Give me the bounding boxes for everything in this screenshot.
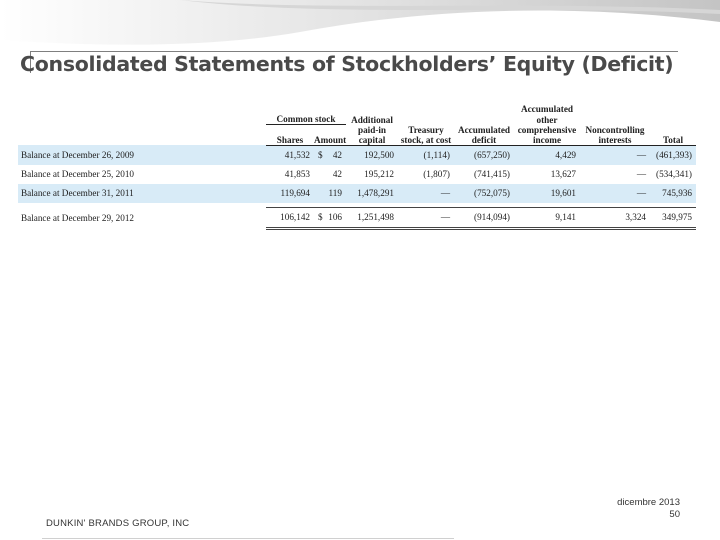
col-aoci-line3: comprehensive — [517, 124, 577, 135]
col-apic-line1: Additional — [351, 114, 393, 125]
footer-company: DUNKIN' BRANDS GROUP, INC — [46, 518, 190, 529]
col-shares: Shares — [266, 135, 314, 146]
cell-treasury: (1,114) — [398, 145, 454, 165]
header-row-3 — [18, 125, 696, 135]
cell-nci: — — [580, 145, 650, 165]
footer-date: dicembre 2013 — [617, 497, 680, 508]
cell-shares: 41,853 — [284, 169, 310, 179]
table-row — [18, 207, 696, 228]
cell-amount: 42 — [324, 145, 346, 165]
col-deficit-line2: deficit — [454, 135, 514, 146]
cell-nci: 3,324 — [580, 207, 650, 228]
cell-dollar — [314, 165, 324, 184]
col-aoci-line1: Accumulated — [520, 104, 574, 114]
cell-aoci: 13,627 — [550, 169, 576, 179]
cell-amount: 106 — [324, 207, 346, 228]
cell-dollar — [314, 184, 324, 203]
cell-deficit: (752,075) — [454, 184, 514, 203]
cell-treasury: — — [398, 184, 454, 203]
page-number: 50 — [669, 509, 680, 520]
cell-apic: 192,500 — [346, 145, 398, 165]
cell-apic: 1,478,291 — [346, 184, 398, 203]
cell-apic: 195,212 — [364, 169, 394, 179]
cell-total: 349,975 — [650, 207, 696, 228]
table-row — [18, 145, 696, 165]
header-row-4 — [18, 135, 696, 146]
cell-deficit: (657,250) — [454, 145, 514, 165]
cell-shares: 41,532 — [266, 145, 314, 165]
cell-treasury: — — [398, 207, 454, 228]
col-nci-line1: Noncontrolling — [585, 124, 645, 135]
cell-total: 745,936 — [650, 184, 696, 203]
cell-aoci: 9,141 — [514, 207, 580, 228]
common-stock-header: Common stock — [266, 114, 346, 125]
cell-total: (461,393) — [650, 145, 696, 165]
table-row — [18, 165, 696, 184]
cell-nci: — — [580, 184, 650, 203]
cell-nci: — — [636, 169, 646, 179]
row-label: Balance at December 25, 2010 — [21, 169, 135, 179]
cell-amount: 119 — [324, 184, 346, 203]
cell-apic: 1,251,498 — [346, 207, 398, 228]
col-treasury-line1: Treasury — [408, 124, 444, 135]
cell-deficit: (741,415) — [474, 169, 510, 179]
row-label: Balance at December 26, 2009 — [18, 145, 266, 165]
header-row-2 — [18, 114, 696, 125]
col-deficit-line1: Accumulated — [457, 124, 511, 135]
cell-deficit: (914,094) — [454, 207, 514, 228]
cell-amount: 42 — [332, 169, 342, 179]
cell-treasury: (1,807) — [423, 169, 450, 179]
row-label: Balance at December 31, 2011 — [18, 184, 266, 203]
col-nci-line2: interests — [580, 135, 650, 146]
col-apic-line3: capital — [346, 135, 398, 146]
slide-title: Consolidated Statements of Stockholders’ Equity (Deficit) — [20, 52, 674, 76]
col-aoci-line2: other — [536, 114, 558, 125]
cell-aoci: 19,601 — [514, 184, 580, 203]
cell-dollar: $ — [314, 145, 324, 165]
table-row — [18, 184, 696, 203]
col-treasury-line2: stock, at cost — [398, 135, 454, 146]
cell-shares: 119,694 — [266, 184, 314, 203]
col-apic-line2: paid-in — [357, 124, 387, 135]
row-label: Balance at December 29, 2012 — [18, 207, 266, 228]
col-amount: Amount — [314, 134, 347, 145]
col-aoci-line4: income — [514, 135, 580, 146]
cell-dollar: $ — [314, 207, 324, 228]
cell-shares: 106,142 — [266, 207, 314, 228]
equity-table-container — [18, 104, 696, 262]
col-total: Total — [650, 135, 696, 146]
header-row-1 — [18, 104, 696, 114]
cell-aoci: 4,429 — [514, 145, 580, 165]
cell-total: (534,341) — [656, 169, 692, 179]
equity-table — [18, 104, 696, 230]
